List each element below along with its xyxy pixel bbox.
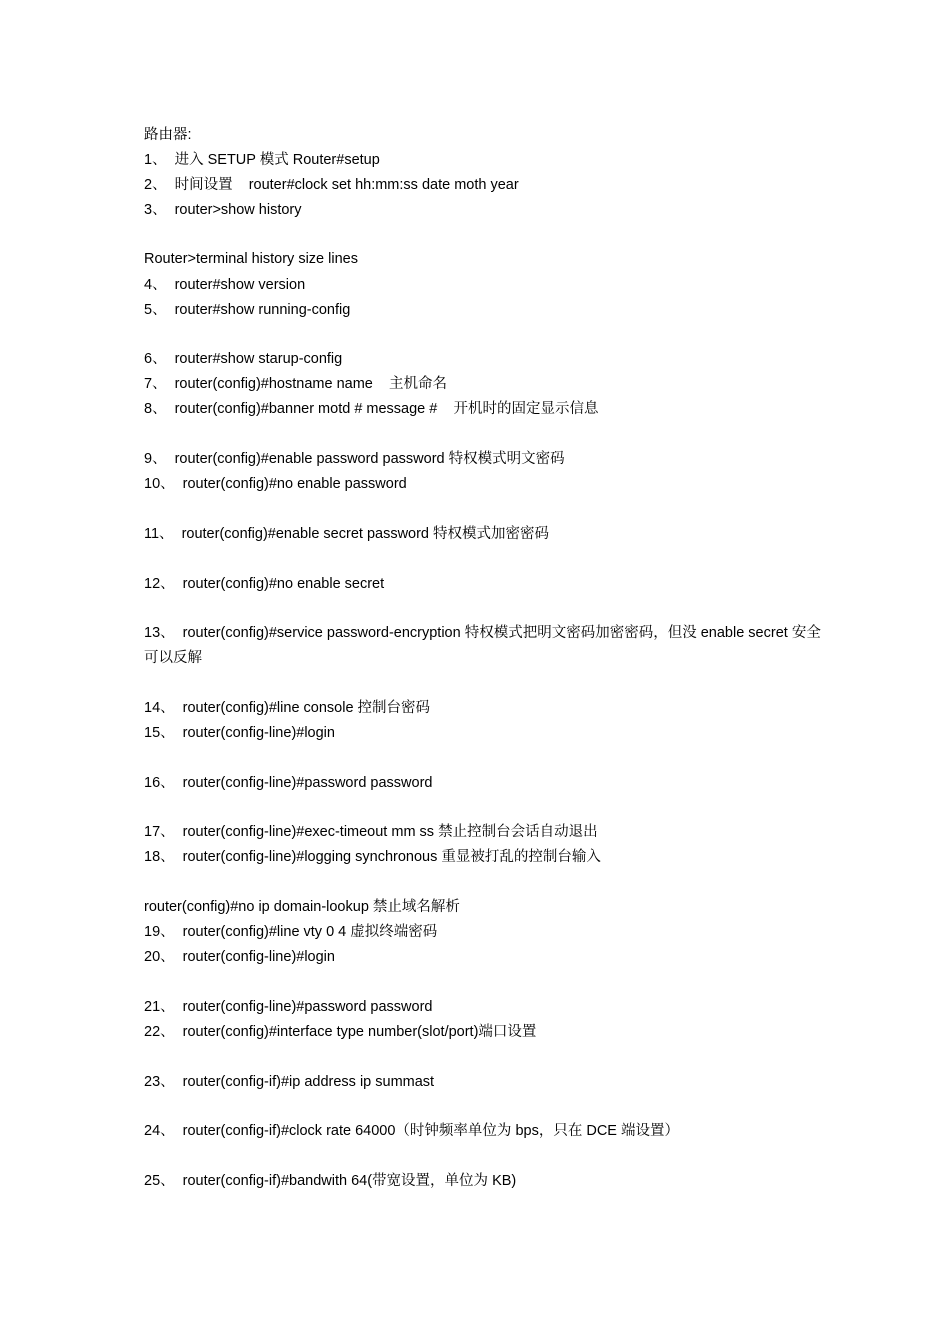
item-number: 7、 <box>144 376 167 392</box>
item-text: router(config-if)#ip address ip summast <box>182 1074 435 1090</box>
document-heading: 路由器: <box>144 127 192 143</box>
item-number: 13、 <box>144 625 175 641</box>
item-number: 11、 <box>144 526 174 542</box>
list-item <box>144 524 549 544</box>
item-number: 23、 <box>144 1074 175 1090</box>
item-number: 3、 <box>144 202 167 218</box>
list-item <box>144 275 305 295</box>
list-item <box>144 698 430 718</box>
list-item <box>144 374 447 394</box>
item-number: 19、 <box>144 924 175 940</box>
item-text: router(config)#no enable password <box>182 476 407 492</box>
item-text: router(config-if)#clock rate 64000（时钟频率单位为 bps，只在 DCE 端设置） <box>182 1123 679 1139</box>
list-item <box>144 574 384 594</box>
item-number: 8、 <box>144 401 167 417</box>
item-number: 16、 <box>144 775 175 791</box>
list-item <box>144 1121 679 1141</box>
item-text: router(config)#service password-encryption 特权模式把明文密码加密密码，但没 enable secret 安全可以反解 <box>144 625 821 666</box>
list-item <box>144 847 601 867</box>
list-item <box>144 349 342 369</box>
item-text: router(config-line)#exec-timeout mm ss 禁止控制台会话自动退出 <box>182 824 598 840</box>
item-number: 1、 <box>144 152 167 168</box>
item-text: router(config)#no ip domain-lookup 禁止域名解析 <box>144 899 460 915</box>
list-item <box>144 897 460 917</box>
list-item <box>144 474 407 494</box>
item-text: router(config-line)#login <box>182 949 335 965</box>
item-number: 9、 <box>144 451 167 467</box>
item-number: 21、 <box>144 999 175 1015</box>
item-text: router(config-line)#logging synchronous 重显被打乱的控制台输入 <box>182 849 601 865</box>
item-text: router(config)#banner motd # message # 开机时的固定显示信息 <box>174 401 599 417</box>
item-text: router(config)#hostname name 主机命名 <box>174 376 447 392</box>
list-item <box>144 997 432 1017</box>
list-item <box>144 449 565 469</box>
item-text: router(config)#enable secret password 特权模式加密密码 <box>181 526 550 542</box>
list-item <box>144 773 432 793</box>
item-number: 14、 <box>144 700 175 716</box>
item-text: Router>terminal history size lines <box>144 251 358 267</box>
item-text: router(config-if)#bandwith 64(带宽设置，单位为 KB) <box>182 1173 517 1189</box>
list-item <box>144 300 350 320</box>
list-item <box>144 150 380 170</box>
item-number: 15、 <box>144 725 175 741</box>
item-number: 12、 <box>144 576 175 592</box>
item-number: 2、 <box>144 177 167 193</box>
item-text: router(config)#line console 控制台密码 <box>182 700 431 716</box>
item-text: router(config-line)#password password <box>182 775 433 791</box>
item-number: 25、 <box>144 1173 175 1189</box>
item-text: router#show running-config <box>174 302 351 318</box>
item-number: 18、 <box>144 849 175 865</box>
list-item <box>144 621 824 671</box>
list-item <box>144 200 302 220</box>
list-item <box>144 723 335 743</box>
item-number: 20、 <box>144 949 175 965</box>
list-item <box>144 399 598 419</box>
item-text: router(config-line)#password password <box>182 999 433 1015</box>
list-item <box>144 1072 434 1092</box>
item-text: router(config)#no enable secret <box>182 576 385 592</box>
item-number: 10、 <box>144 476 175 492</box>
item-text: 进入 SETUP 模式 Router#setup <box>174 152 380 168</box>
list-item <box>144 822 598 842</box>
item-number: 4、 <box>144 277 167 293</box>
item-text: router#show version <box>174 277 306 293</box>
list-item <box>144 1022 536 1042</box>
item-number: 6、 <box>144 351 167 367</box>
item-text: router>show history <box>174 202 302 218</box>
list-item <box>144 249 358 269</box>
list-item <box>144 1171 516 1191</box>
item-text: router(config)#enable password password 特权模式明文密码 <box>174 451 565 467</box>
item-number: 24、 <box>144 1123 175 1139</box>
list-item <box>144 922 437 942</box>
item-text: router(config)#line vty 0 4 虚拟终端密码 <box>182 924 438 940</box>
item-text: router(config)#interface type number(slot/port)端口设置 <box>182 1024 537 1040</box>
item-number: 5、 <box>144 302 167 318</box>
item-text: router(config-line)#login <box>182 725 335 741</box>
item-text: router#show starup-config <box>174 351 343 367</box>
list-item <box>144 175 519 195</box>
item-text: 时间设置 router#clock set hh:mm:ss date moth year <box>174 177 519 193</box>
item-number: 17、 <box>144 824 175 840</box>
item-number: 22、 <box>144 1024 175 1040</box>
list-item <box>144 947 335 967</box>
